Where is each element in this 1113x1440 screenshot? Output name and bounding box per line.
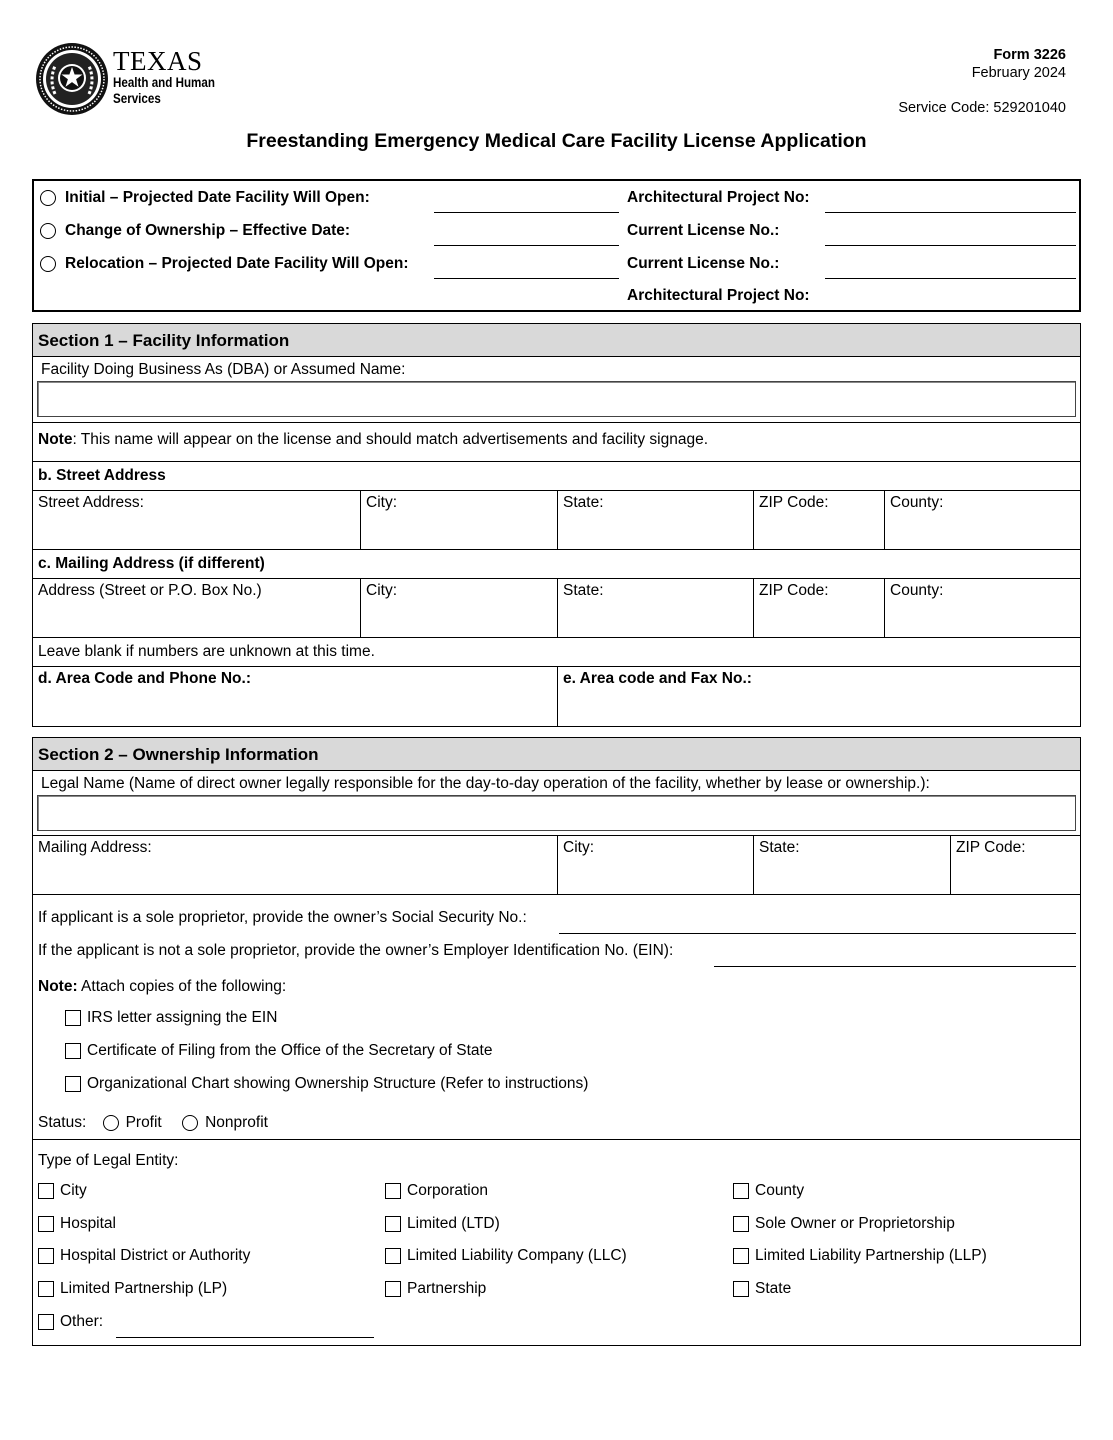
status-profit[interactable]: Profit xyxy=(103,1114,162,1131)
entity-county[interactable]: County xyxy=(733,1182,804,1200)
attachment-org-chart[interactable]: Organizational Chart showing Ownership Structure (Refer to instructions) xyxy=(65,1075,588,1093)
option-relocation[interactable] xyxy=(40,247,409,280)
mailing-zip-field[interactable]: ZIP Code: xyxy=(753,579,884,637)
checkbox-llc[interactable] xyxy=(385,1248,401,1264)
attachment-irs-letter[interactable]: IRS letter assigning the EIN xyxy=(65,1009,277,1027)
owner-state-field[interactable]: State: xyxy=(753,836,950,894)
entity-city[interactable]: City xyxy=(38,1182,87,1200)
relocation-date-field[interactable] xyxy=(434,278,619,279)
page-title: Freestanding Emergency Medical Care Facility License Application xyxy=(246,130,867,152)
mailing-state-field[interactable]: State: xyxy=(557,579,753,637)
street-address-heading-row xyxy=(33,462,1080,491)
application-type-box xyxy=(32,179,1081,312)
ssn-label: If applicant is a sole proprietor, provide the owner’s Social Security No.: xyxy=(38,909,527,926)
checkbox-state[interactable] xyxy=(733,1281,749,1297)
mailing-address-row xyxy=(33,579,1080,638)
dba-note xyxy=(38,431,708,449)
dba-note-bold: Note xyxy=(38,431,73,448)
checkbox-limited-partnership[interactable] xyxy=(38,1281,54,1297)
option-change-of-ownership[interactable] xyxy=(40,214,350,247)
dba-label: Facility Doing Business As (DBA) or Assumed Name: xyxy=(41,361,406,378)
section-2-ownership-information xyxy=(32,737,1081,1346)
owner-city-field[interactable]: City: xyxy=(557,836,753,894)
mailing-address-heading-row xyxy=(33,550,1080,579)
texas-hhs-logo xyxy=(35,41,235,117)
entity-llc[interactable]: Limited Liability Company (LLC) xyxy=(385,1247,627,1265)
attachment-certificate-of-filing[interactable]: Certificate of Filing from the Office of the Secretary of State xyxy=(65,1042,492,1060)
street-address-row xyxy=(33,491,1080,550)
mailing-address-heading: c. Mailing Address (if different) xyxy=(38,555,265,572)
option-relocation-label: Relocation – Projected Date Facility Will Open: xyxy=(65,254,409,272)
street-address-heading: b. Street Address xyxy=(38,467,166,484)
checkbox-llp[interactable] xyxy=(733,1248,749,1264)
option-initial-label: Initial – Projected Date Facility Will Open: xyxy=(65,188,370,206)
entity-partnership[interactable]: Partnership xyxy=(385,1280,486,1298)
phone-field[interactable]: d. Area Code and Phone No.: xyxy=(38,670,251,687)
logo-line2: Services xyxy=(113,90,161,106)
checkbox-other[interactable] xyxy=(38,1314,54,1330)
phone-fax-row xyxy=(33,667,1080,726)
section-1-title: Section 1 – Facility Information xyxy=(33,324,1080,357)
blank-note: Leave blank if numbers are unknown at this time. xyxy=(38,643,375,660)
service-code: Service Code: 529201040 xyxy=(898,100,1066,116)
arch-project-label-2: Architectural Project No: xyxy=(627,286,810,304)
dba-row xyxy=(33,357,1080,423)
checkbox-partnership[interactable] xyxy=(385,1281,401,1297)
radio-change-of-ownership[interactable] xyxy=(40,223,56,239)
attach-note-text: Attach copies of the following: xyxy=(77,978,287,995)
form-number: Form 3226 xyxy=(993,47,1066,63)
checkbox-hospital-district[interactable] xyxy=(38,1248,54,1264)
street-zip-field[interactable]: ZIP Code: xyxy=(753,491,884,549)
option-initial[interactable] xyxy=(40,181,370,214)
legal-name-input[interactable] xyxy=(37,795,1076,831)
current-license-label-2: Current License No.: xyxy=(627,254,780,272)
checkbox-corporation[interactable] xyxy=(385,1183,401,1199)
section-1-facility-information xyxy=(32,323,1081,727)
current-license-field-1[interactable] xyxy=(825,245,1076,246)
street-state-field[interactable]: State: xyxy=(557,491,753,549)
logo-line1: Health and Human xyxy=(113,74,215,90)
current-license-label-1: Current License No.: xyxy=(627,221,780,239)
fax-field[interactable]: e. Area code and Fax No.: xyxy=(557,667,1080,726)
legal-entity-row xyxy=(33,1140,1080,1346)
entity-corporation[interactable]: Corporation xyxy=(385,1182,488,1200)
status-nonprofit[interactable]: Nonprofit xyxy=(182,1114,268,1131)
form-date: February 2024 xyxy=(971,65,1066,81)
entity-limited-partnership[interactable]: Limited Partnership (LP) xyxy=(38,1280,227,1298)
entity-limited-ltd[interactable]: Limited (LTD) xyxy=(385,1215,500,1233)
legal-name-label: Legal Name (Name of direct owner legally responsible for the day-to-day operation of the facility, whether by lease or ownership.): xyxy=(41,775,930,792)
checkbox-hospital[interactable] xyxy=(38,1216,54,1232)
arch-project-label-1: Architectural Project No: xyxy=(627,188,810,206)
entity-other[interactable]: Other: xyxy=(38,1313,103,1331)
option-change-of-ownership-label: Change of Ownership – Effective Date: xyxy=(65,221,351,239)
radio-nonprofit[interactable] xyxy=(182,1115,198,1131)
radio-initial[interactable] xyxy=(40,190,56,206)
effective-date-field[interactable] xyxy=(434,245,619,246)
status-label: Status: xyxy=(38,1114,87,1131)
street-address-field[interactable]: Street Address: xyxy=(38,494,144,511)
owner-zip-field[interactable]: ZIP Code: xyxy=(950,836,1080,894)
status-group xyxy=(38,1114,268,1132)
section-2-title: Section 2 – Ownership Information xyxy=(33,738,1080,771)
checkbox-sole-owner[interactable] xyxy=(733,1216,749,1232)
mailing-address-field[interactable]: Address (Street or P.O. Box No.) xyxy=(38,582,262,599)
mailing-county-field[interactable]: County: xyxy=(884,579,1080,637)
entity-state[interactable]: State xyxy=(733,1280,791,1298)
checkbox-org-chart[interactable] xyxy=(65,1076,81,1092)
checkbox-limited-ltd[interactable] xyxy=(385,1216,401,1232)
owner-mailing-address-field[interactable]: Mailing Address: xyxy=(38,839,152,856)
mailing-city-field[interactable]: City: xyxy=(360,579,557,637)
blank-note-row xyxy=(33,638,1080,667)
other-entity-field[interactable] xyxy=(116,1337,374,1338)
entity-hospital-district[interactable]: Hospital District or Authority xyxy=(38,1247,250,1265)
entity-hospital[interactable]: Hospital xyxy=(38,1215,116,1233)
current-license-field-2[interactable] xyxy=(825,278,1076,279)
initial-date-field[interactable] xyxy=(434,212,619,213)
checkbox-irs-letter[interactable] xyxy=(65,1010,81,1026)
checkbox-county[interactable] xyxy=(733,1183,749,1199)
street-county-field[interactable]: County: xyxy=(884,491,1080,549)
owner-ids-row xyxy=(33,895,1080,1140)
checkbox-certificate-of-filing[interactable] xyxy=(65,1043,81,1059)
arch-project-field-1[interactable] xyxy=(825,212,1076,213)
texas-seal-icon xyxy=(35,42,109,116)
entity-sole-owner[interactable]: Sole Owner or Proprietorship xyxy=(733,1215,955,1233)
dba-input[interactable] xyxy=(37,381,1076,417)
checkbox-city[interactable] xyxy=(38,1183,54,1199)
dba-note-text: : This name will appear on the license and should match advertisements and facility signage. xyxy=(72,431,709,448)
attach-note xyxy=(38,978,286,996)
radio-profit[interactable] xyxy=(103,1115,119,1131)
ein-label: If the applicant is not a sole proprietor, provide the owner’s Employer Identification No. (EIN): xyxy=(38,942,674,959)
owner-address-row xyxy=(33,836,1080,895)
street-city-field[interactable]: City: xyxy=(360,491,557,549)
logo-state: TEXAS xyxy=(113,45,203,76)
attach-note-bold: Note: xyxy=(38,978,78,995)
radio-relocation[interactable] xyxy=(40,256,56,272)
legal-entity-label: Type of Legal Entity: xyxy=(38,1152,179,1169)
dba-note-row xyxy=(33,423,1080,462)
ein-field[interactable] xyxy=(714,966,1076,967)
legal-name-row xyxy=(33,771,1080,836)
entity-llp[interactable]: Limited Liability Partnership (LLP) xyxy=(733,1247,987,1265)
form-meta xyxy=(898,46,1066,117)
ssn-field[interactable] xyxy=(559,933,1076,934)
